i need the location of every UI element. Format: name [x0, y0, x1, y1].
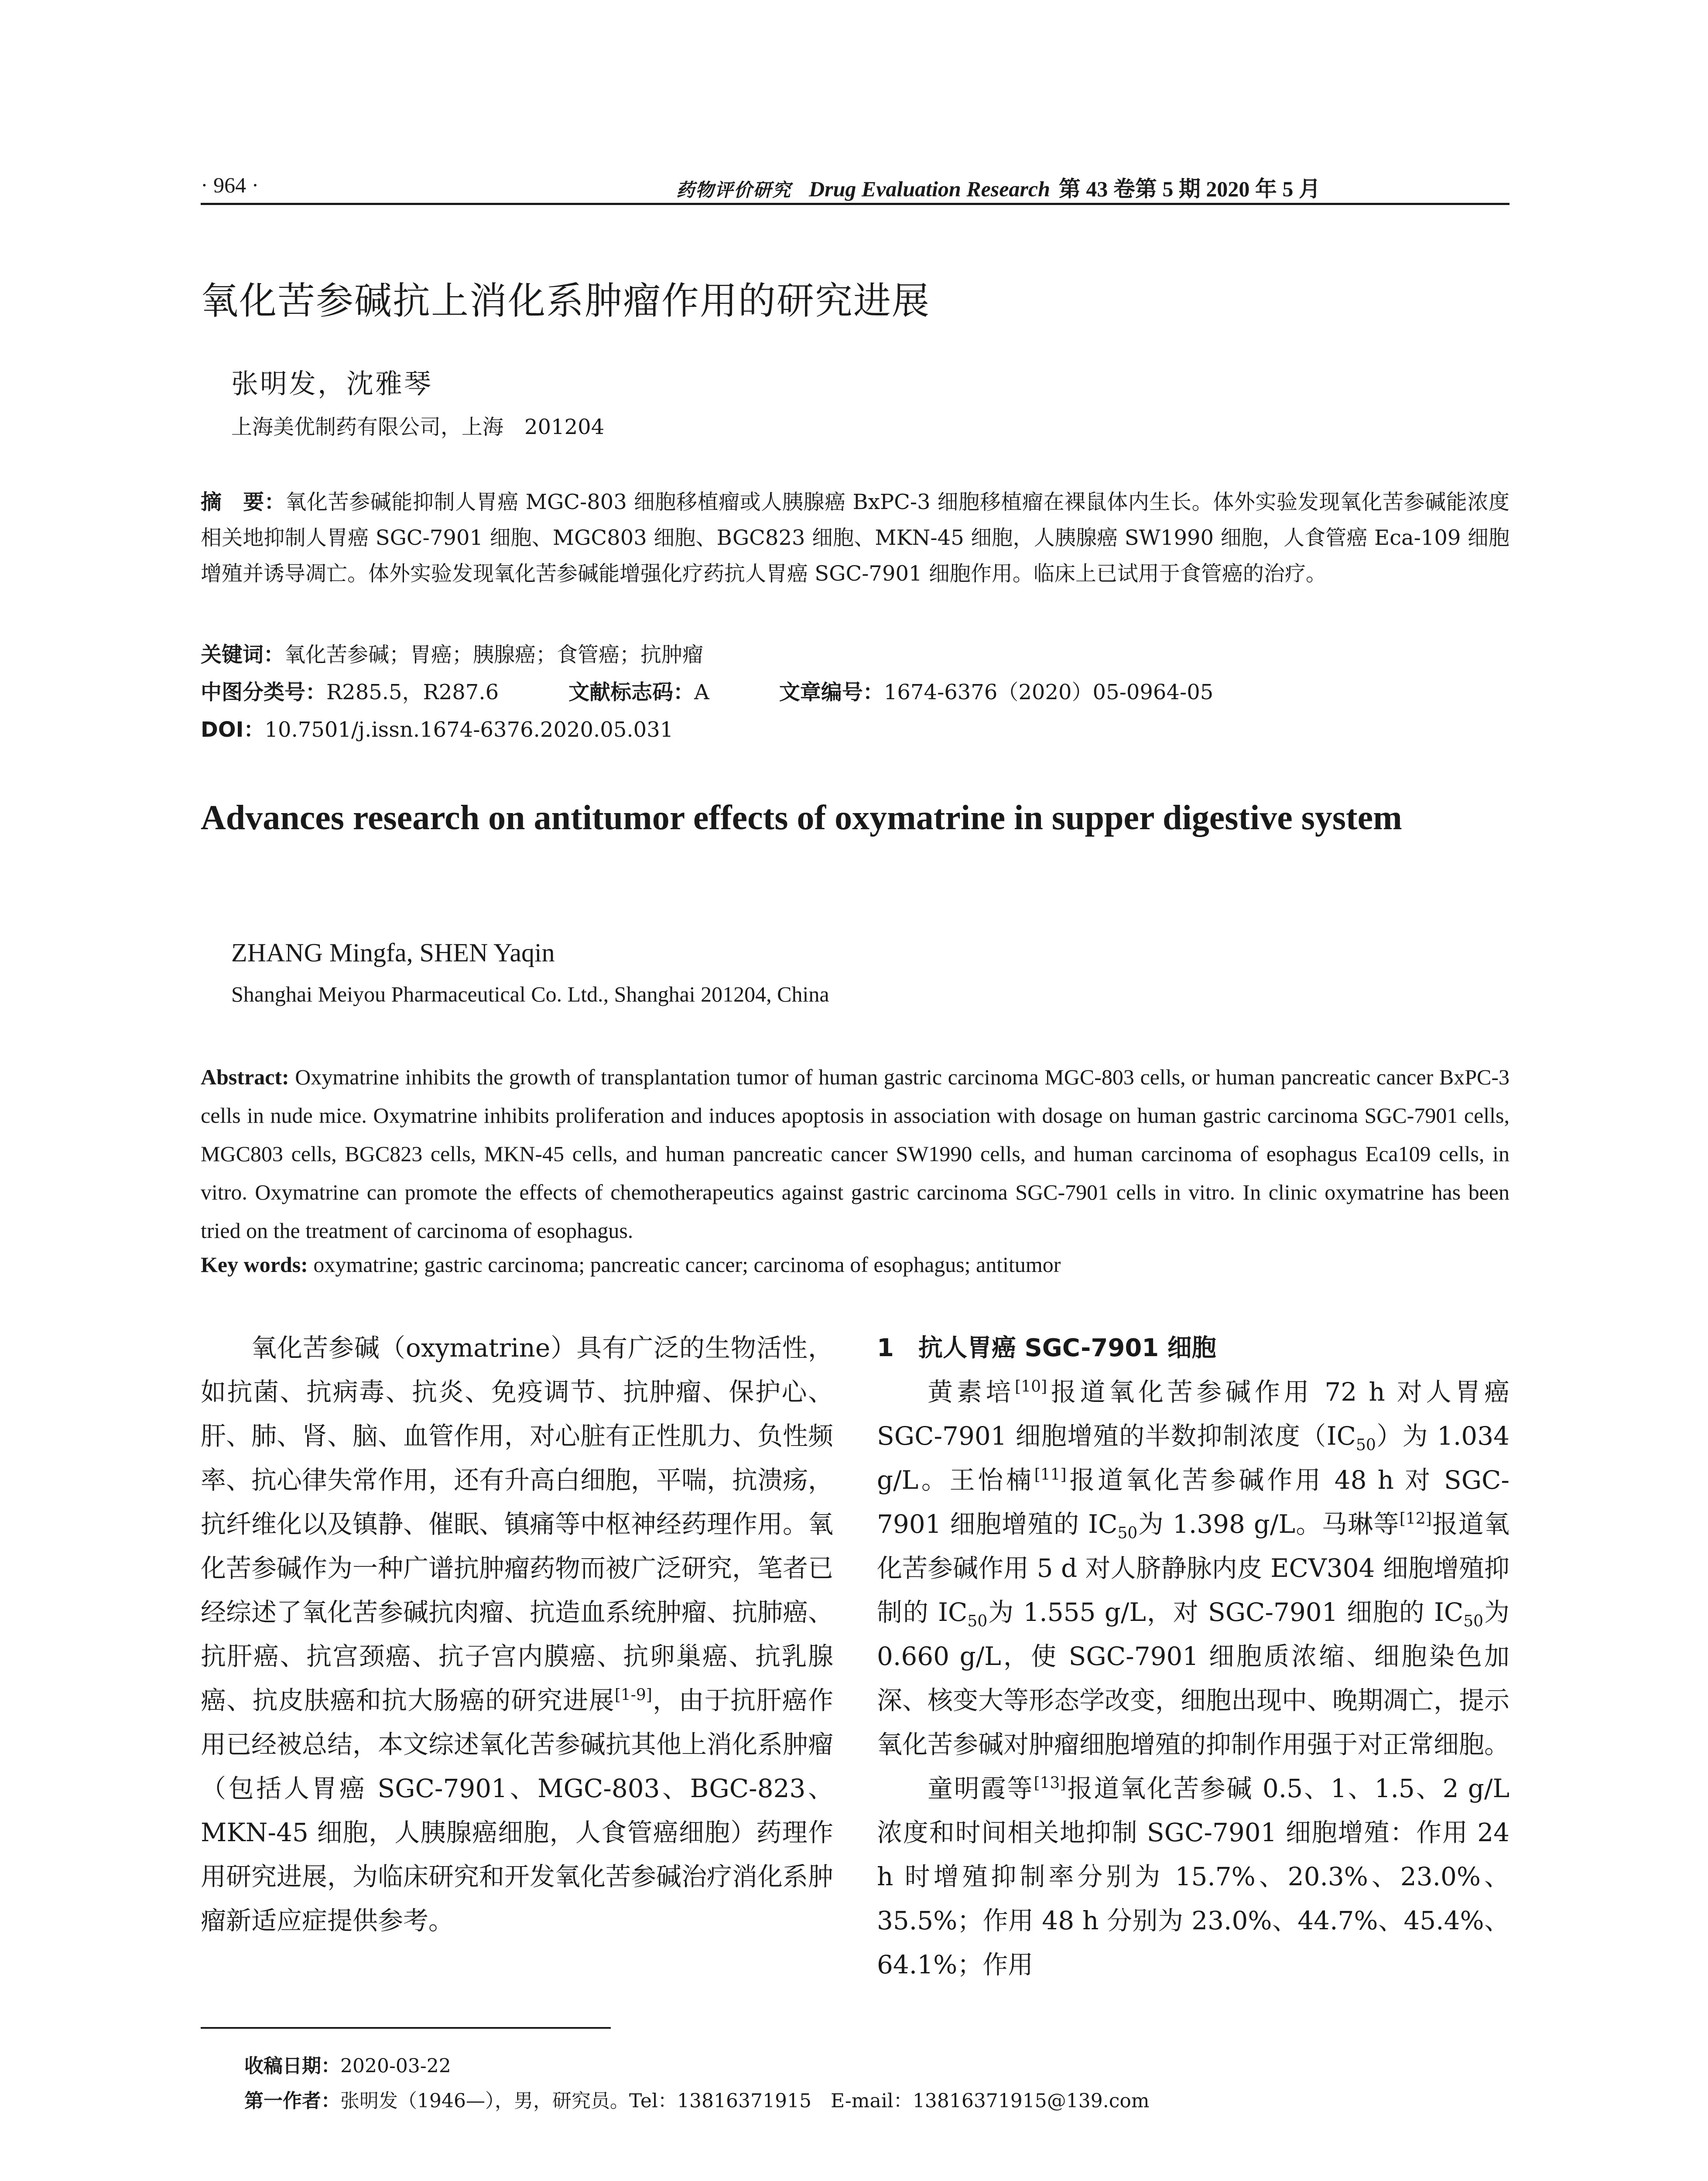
- journal-logo: 药物评价研究: [676, 181, 792, 201]
- text-run: 为 1.555 g/L，对 SGC-7901 细胞的 IC: [987, 1597, 1464, 1627]
- doi-label: DOI：: [201, 718, 265, 742]
- journal-issue: 第 43 卷第 5 期 2020 年 5 月: [1058, 177, 1321, 201]
- received-label: 收稿日期：: [244, 2055, 340, 2077]
- chinese-abstract: [201, 484, 1509, 591]
- doi-line: [201, 713, 673, 743]
- body-column-left: [201, 1326, 833, 1943]
- header-rule: [201, 203, 1509, 205]
- english-keywords-label: Key words:: [201, 1252, 308, 1277]
- article-number-label: 文章编号：: [779, 680, 884, 704]
- body-paragraph: [877, 1767, 1509, 1987]
- clc-value: R285.5，R287.6: [326, 680, 499, 704]
- first-author-value: 张明发（1946—），男，研究员。Tel：13816371915 E-mail：13816371915@139.com: [340, 2090, 1150, 2112]
- chinese-title: 氧化苦参碱抗上消化系肿瘤作用的研究进展: [201, 279, 930, 323]
- chinese-keywords-text: 氧化苦参碱；胃癌；胰腺癌；食管癌；抗肿瘤: [284, 643, 704, 667]
- body-column-right: [877, 1326, 1509, 1987]
- citation: [13]: [1034, 1774, 1066, 1792]
- first-author-note: [244, 2085, 1150, 2113]
- english-authors: ZHANG Mingfa, SHEN Yaqin: [231, 938, 555, 967]
- citation: [11]: [1034, 1466, 1067, 1484]
- classification-line: [201, 675, 1213, 705]
- intro-text-a: 氧化苦参碱（oxymatrine）具有广泛的生物活性，如抗菌、抗病毒、抗炎、免疫调节、抗肿瘤、保护心、肝、肺、肾、脑、血管作用，对心脏有正性肌力、负性频率、抗心律失常作用，还有升高白细胞，平喘，抗溃疡，抗纤维化以及镇静、催眠、镇痛等中枢神经药理作用。氧化苦参碱作为一种广谱抗肿瘤药物而被广泛研究，笔者已经综述了氧化苦参碱抗肉瘤、抗造血系统肿瘤、抗肺癌、抗肝癌、抗宫颈癌、抗子宫内膜癌、抗卵巢癌、抗乳腺癌、抗皮肤癌和抗大肠癌的研究进展: [201, 1333, 834, 1715]
- text-run: 报道氧化苦参碱作用 5 d 对人脐静脉内皮 ECV304 细胞增殖抑制的 IC: [877, 1509, 1509, 1627]
- english-abstract-label: Abstract:: [201, 1065, 289, 1089]
- received-date: [244, 2050, 451, 2078]
- running-header: [201, 168, 1509, 203]
- document-code-label: 文献标志码：: [568, 680, 695, 704]
- english-abstract-text: Oxymatrine inhibits the growth of transplantation tumor of human gastric carcinoma MGC-803 cells, or human pancreatic cancer BxPC-3 cells in nude mice. Oxymatrine inhibits proliferation and induces apoptosis in association with dosage on human gastric carcinoma SGC-7901 cells, MGC803 cells, BGC823 cells, MKN-45 cells, and human pancreatic cancer SW1990 cells, and human carcinoma of esophagus Eca109 cells, in vitro. Oxymatrine can promote the effects of chemotherapeutics against gastric carcinoma SGC-7901 cells in vitro. In clinic oxymatrine has been tried on the treatment of carcinoma of esophagus.: [201, 1065, 1510, 1243]
- chinese-authors: 张明发，沈雅琴: [231, 368, 433, 400]
- citation: [1-9]: [614, 1686, 652, 1704]
- english-affiliation: Shanghai Meiyou Pharmaceutical Co. Ltd., Shanghai 201204, China: [231, 982, 829, 1006]
- intro-paragraph: [201, 1326, 833, 1943]
- chinese-affiliation: 上海美优制药有限公司，上海 201204: [231, 415, 605, 439]
- citation: [10]: [1015, 1378, 1047, 1396]
- citation: [12]: [1399, 1510, 1432, 1528]
- intro-text-b: ，由于抗肝癌作用已经被总结，本文综述氧化苦参碱抗其他上消化系肿瘤（包括人胃癌 SGC-7901、MGC-803、BGC-823、MKN-45 细胞，人胰腺癌细胞，人食管癌细胞）药理作用研究进展，为临床研究和开发氧化苦参碱治疗消化系肿瘤新适应症提供参考。: [201, 1685, 834, 1935]
- text-run: 为 1.398 g/L。马琳等: [1137, 1509, 1400, 1539]
- doi-value: 10.7501/j.issn.1674-6376.2020.05.031: [264, 718, 674, 742]
- clc-label: 中图分类号：: [201, 680, 327, 704]
- first-author-label: 第一作者：: [244, 2090, 340, 2112]
- text-run: 报道氧化苦参碱作用 72 h 对人胃癌 SGC-7901 细胞增殖的半数抑制浓度（IC: [877, 1377, 1509, 1451]
- english-keywords-text: oxymatrine; gastric carcinoma; pancreatic cancer; carcinoma of esophagus; antitumor: [313, 1252, 1061, 1277]
- footnote-rule: [201, 2027, 611, 2029]
- subscript: 50: [1117, 1524, 1138, 1542]
- text-run: 报道氧化苦参碱 0.5、1、1.5、2 g/L 浓度和时间相关地抑制 SGC-7901 细胞增殖：作用 24 h 时增殖抑制率分别为 15.7%、20.3%、23.0%、35.5%；作用 48 h 分别为 23.0%、44.7%、45.4%、64.1%；作用: [877, 1774, 1509, 1979]
- chinese-keywords-label: 关键词：: [201, 643, 285, 667]
- text-run: ）为 1.034 g/L。王怡楠: [877, 1421, 1509, 1495]
- journal-english-name: Drug Evaluation Research: [809, 177, 1050, 201]
- chinese-keywords: [201, 638, 703, 668]
- journal-name: [676, 171, 1321, 203]
- page-number: · 964 ·: [201, 173, 259, 197]
- section-heading: 1 抗人胃癌 SGC-7901 细胞: [877, 1334, 1216, 1362]
- chinese-abstract-label: 摘 要：: [201, 490, 286, 514]
- subscript: 50: [967, 1612, 988, 1631]
- english-keywords: [201, 1252, 1061, 1277]
- subscript: 50: [1463, 1612, 1484, 1631]
- text-run: 黄素培: [928, 1377, 1015, 1407]
- article-number-value: 1674-6376（2020）05-0964-05: [883, 680, 1214, 704]
- subscript: 50: [1355, 1436, 1376, 1454]
- text-run: 报道氧化苦参碱作用 48 h 对 SGC-7901 细胞增殖的 IC: [877, 1465, 1510, 1539]
- chinese-abstract-text: 氧化苦参碱能抑制人胃癌 MGC-803 细胞移植瘤或人胰腺癌 BxPC-3 细胞移植瘤在裸鼠体内生长。体外实验发现氧化苦参碱能浓度相关地抑制人胃癌 SGC-7901 细胞、MGC803 细胞、BGC823 细胞、MKN-45 细胞，人胰腺癌 SW1990 细胞，人食管癌 Eca-109 细胞增殖并诱导凋亡。体外实验发现氧化苦参碱能增强化疗药抗人胃癌 SGC-7901 细胞作用。临床上已试用于食管癌的治疗。: [201, 490, 1509, 586]
- received-value: 2020-03-22: [340, 2055, 451, 2077]
- english-abstract: [201, 1058, 1509, 1250]
- document-code-value: A: [694, 680, 709, 704]
- english-title: Advances research on antitumor effects of oxymatrine in supper digestive system: [201, 799, 1402, 837]
- text-run: 童明霞等: [928, 1774, 1034, 1803]
- text-run: 为 0.660 g/L，使 SGC-7901 细胞质浓缩、细胞染色加深、核变大等形态学改变，细胞出现中、晚期凋亡，提示氧化苦参碱对肿瘤细胞增殖的抑制作用强于对正常细胞。: [877, 1597, 1510, 1759]
- body-paragraph: [877, 1370, 1509, 1767]
